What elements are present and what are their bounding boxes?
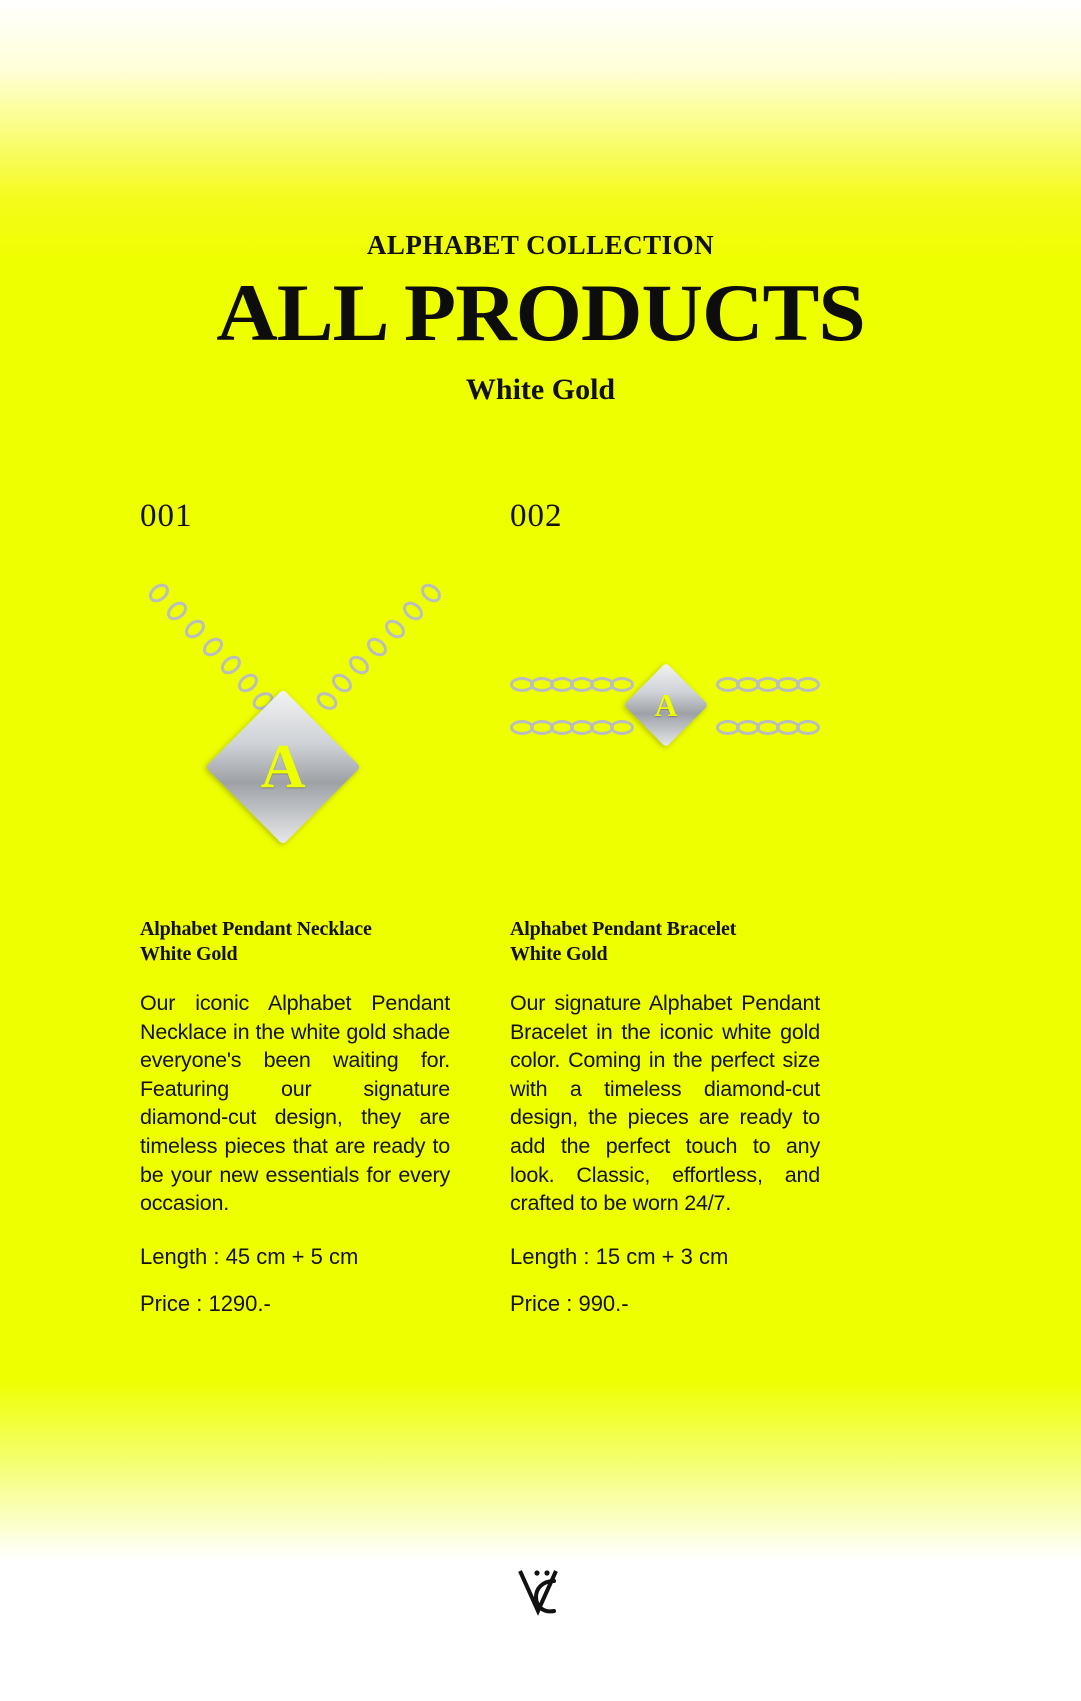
product-info xyxy=(140,917,450,1319)
product-price: Price : 1290.- xyxy=(140,1291,271,1317)
product-price: Price : 990.- xyxy=(510,1291,629,1317)
product-image-bracelet xyxy=(510,547,820,877)
vc-monogram-icon xyxy=(514,1563,568,1623)
product-title-line1: Alphabet Pendant Necklace xyxy=(140,918,372,940)
product-title-line2: White Gold xyxy=(510,943,608,965)
page-subtitle: White Gold xyxy=(465,372,616,406)
product-card-002[interactable] xyxy=(510,500,820,1319)
pendant-square-bracelet xyxy=(624,663,709,748)
product-description: Our signature Alphabet Pendant Bracelet in the iconic white gold color. Coming in the perfect size with a timeless diamond-cut design, the pieces are ready to add the perfect touch to any look. Classic, effortless, and crafted to be worn 24/7. xyxy=(510,991,820,1216)
pendant-letter: A xyxy=(654,686,678,723)
product-card-001[interactable] xyxy=(140,500,450,1319)
pendant-letter: A xyxy=(260,732,306,801)
collection-kicker: ALPHABET COLLECTION xyxy=(366,230,715,260)
product-title-line2: White Gold xyxy=(140,943,238,965)
product-info xyxy=(510,917,820,1319)
page-title: ALL PRODUCTS xyxy=(216,267,865,358)
product-length: Length : 15 cm + 3 cm xyxy=(510,1243,729,1269)
page-header xyxy=(0,232,1081,405)
product-title-line1: Alphabet Pendant Bracelet xyxy=(510,918,737,940)
footer xyxy=(0,1563,1081,1623)
product-length: Length : 45 cm + 5 cm xyxy=(140,1243,359,1269)
product-image-necklace xyxy=(140,547,450,877)
product-code: 001 xyxy=(140,498,193,534)
product-code: 002 xyxy=(510,498,563,534)
pendant-square-necklace xyxy=(205,689,361,845)
product-grid xyxy=(140,500,940,1319)
product-description: Our iconic Alphabet Pendant Necklace in the white gold shade everyone's been waiting for. Featuring our signature diamond-cut design, they are timeless pieces that are ready to be your new essentials for every occasion. xyxy=(140,991,450,1216)
